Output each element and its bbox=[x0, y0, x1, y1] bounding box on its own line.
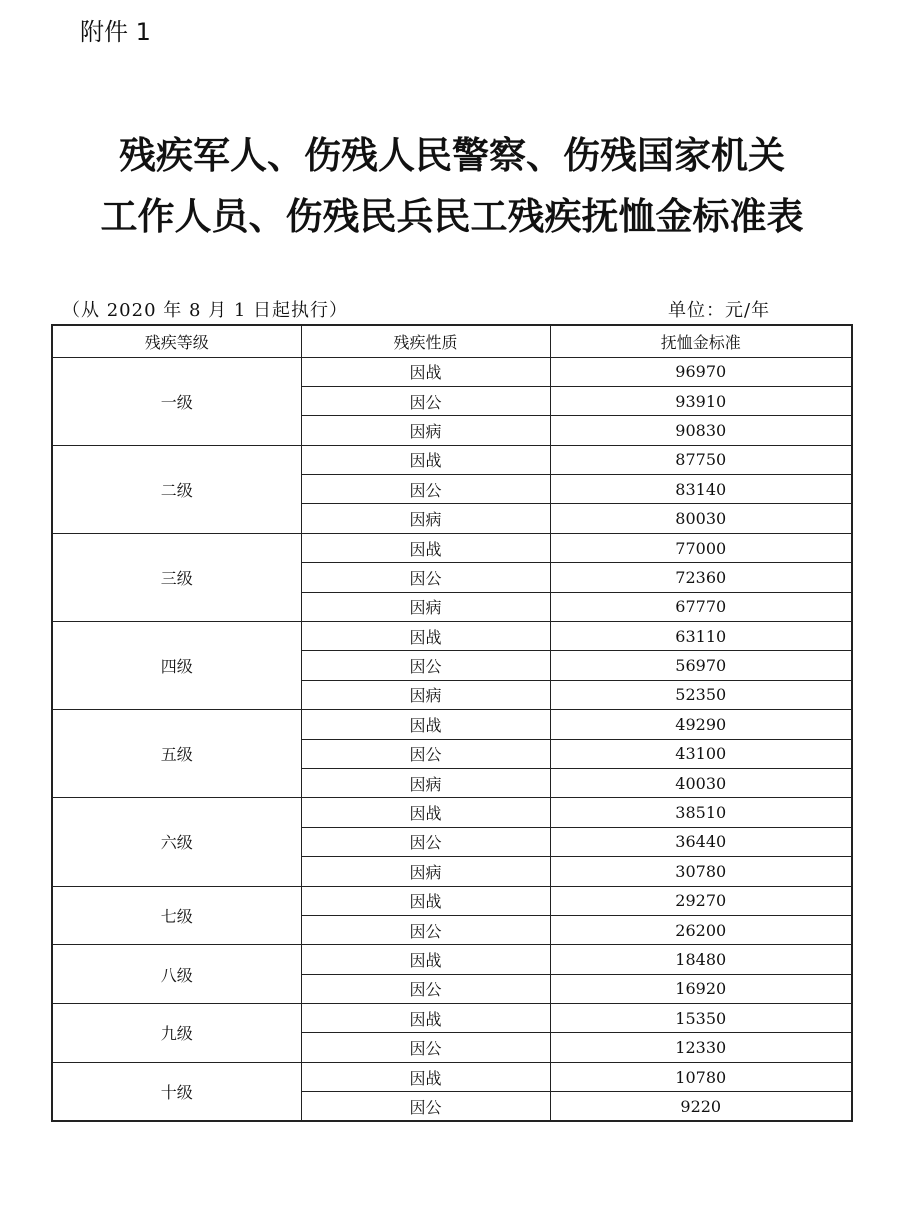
disability-nature-cell: 因病 bbox=[301, 504, 550, 533]
disability-nature-cell: 因战 bbox=[301, 1004, 550, 1033]
pension-amount-cell: 93910 bbox=[550, 386, 852, 415]
disability-nature-cell: 因病 bbox=[301, 592, 550, 621]
disability-level-cell: 一级 bbox=[52, 357, 301, 445]
disability-nature-cell: 因病 bbox=[301, 680, 550, 709]
pension-amount-cell: 36440 bbox=[550, 827, 852, 856]
pension-amount-cell: 30780 bbox=[550, 857, 852, 886]
pension-amount-cell: 12330 bbox=[550, 1033, 852, 1062]
disability-nature-cell: 因战 bbox=[301, 445, 550, 474]
pension-standard-table bbox=[51, 324, 853, 1122]
disability-nature-cell: 因公 bbox=[301, 563, 550, 592]
pension-amount-cell: 18480 bbox=[550, 945, 852, 974]
table-row bbox=[52, 1004, 852, 1033]
disability-level-cell: 二级 bbox=[52, 445, 301, 533]
disability-level-cell: 三级 bbox=[52, 533, 301, 621]
pension-amount-cell: 83140 bbox=[550, 475, 852, 504]
disability-level-cell: 四级 bbox=[52, 622, 301, 710]
header-pension-standard: 抚恤金标准 bbox=[550, 325, 852, 357]
disability-level-cell: 八级 bbox=[52, 945, 301, 1004]
pension-amount-cell: 77000 bbox=[550, 533, 852, 562]
pension-amount-cell: 80030 bbox=[550, 504, 852, 533]
pension-amount-cell: 67770 bbox=[550, 592, 852, 621]
disability-nature-cell: 因战 bbox=[301, 357, 550, 386]
effective-date-note: （从 2020 年 8 月 1 日起执行） bbox=[62, 300, 349, 321]
table-row bbox=[52, 1062, 852, 1091]
pension-amount-cell: 56970 bbox=[550, 651, 852, 680]
disability-level-cell: 七级 bbox=[52, 886, 301, 945]
disability-level-cell: 五级 bbox=[52, 710, 301, 798]
disability-nature-cell: 因战 bbox=[301, 798, 550, 827]
pension-amount-cell: 49290 bbox=[550, 710, 852, 739]
disability-nature-cell: 因战 bbox=[301, 1062, 550, 1091]
header-disability-level: 残疾等级 bbox=[52, 325, 301, 357]
document-title-line-2: 工作人员、伤残民兵民工残疾抚恤金标准表 bbox=[100, 195, 804, 238]
pension-amount-cell: 40030 bbox=[550, 768, 852, 797]
pension-amount-cell: 38510 bbox=[550, 798, 852, 827]
header-disability-nature: 残疾性质 bbox=[301, 325, 550, 357]
disability-nature-cell: 因公 bbox=[301, 475, 550, 504]
disability-nature-cell: 因公 bbox=[301, 739, 550, 768]
disability-nature-cell: 因公 bbox=[301, 827, 550, 856]
disability-nature-cell: 因病 bbox=[301, 416, 550, 445]
disability-nature-cell: 因战 bbox=[301, 886, 550, 915]
pension-amount-cell: 52350 bbox=[550, 680, 852, 709]
disability-nature-cell: 因战 bbox=[301, 945, 550, 974]
table-row bbox=[52, 886, 852, 915]
pension-amount-cell: 29270 bbox=[550, 886, 852, 915]
pension-amount-cell: 72360 bbox=[550, 563, 852, 592]
table-row bbox=[52, 798, 852, 827]
table-row bbox=[52, 533, 852, 562]
pension-amount-cell: 10780 bbox=[550, 1062, 852, 1091]
pension-amount-cell: 16920 bbox=[550, 974, 852, 1003]
table-row bbox=[52, 710, 852, 739]
table-header-row bbox=[52, 325, 852, 357]
table-row bbox=[52, 622, 852, 651]
pension-amount-cell: 90830 bbox=[550, 416, 852, 445]
table-row bbox=[52, 945, 852, 974]
unit-note: 单位：元/年 bbox=[668, 300, 771, 321]
pension-amount-cell: 96970 bbox=[550, 357, 852, 386]
disability-level-cell: 十级 bbox=[52, 1062, 301, 1121]
disability-level-cell: 六级 bbox=[52, 798, 301, 886]
pension-amount-cell: 15350 bbox=[550, 1004, 852, 1033]
disability-nature-cell: 因战 bbox=[301, 533, 550, 562]
pension-amount-cell: 63110 bbox=[550, 622, 852, 651]
disability-nature-cell: 因病 bbox=[301, 768, 550, 797]
disability-nature-cell: 因公 bbox=[301, 1092, 550, 1121]
annex-label: 附件 1 bbox=[80, 18, 151, 46]
pension-amount-cell: 26200 bbox=[550, 915, 852, 944]
pension-amount-cell: 9220 bbox=[550, 1092, 852, 1121]
disability-nature-cell: 因战 bbox=[301, 710, 550, 739]
table-row bbox=[52, 445, 852, 474]
pension-amount-cell: 43100 bbox=[550, 739, 852, 768]
disability-nature-cell: 因公 bbox=[301, 974, 550, 1003]
table-row bbox=[52, 357, 852, 386]
disability-nature-cell: 因战 bbox=[301, 622, 550, 651]
disability-nature-cell: 因病 bbox=[301, 857, 550, 886]
disability-nature-cell: 因公 bbox=[301, 651, 550, 680]
disability-nature-cell: 因公 bbox=[301, 386, 550, 415]
disability-nature-cell: 因公 bbox=[301, 1033, 550, 1062]
pension-amount-cell: 87750 bbox=[550, 445, 852, 474]
document-title-line-1: 残疾军人、伤残人民警察、伤残国家机关 bbox=[119, 134, 785, 177]
disability-level-cell: 九级 bbox=[52, 1004, 301, 1063]
disability-nature-cell: 因公 bbox=[301, 915, 550, 944]
